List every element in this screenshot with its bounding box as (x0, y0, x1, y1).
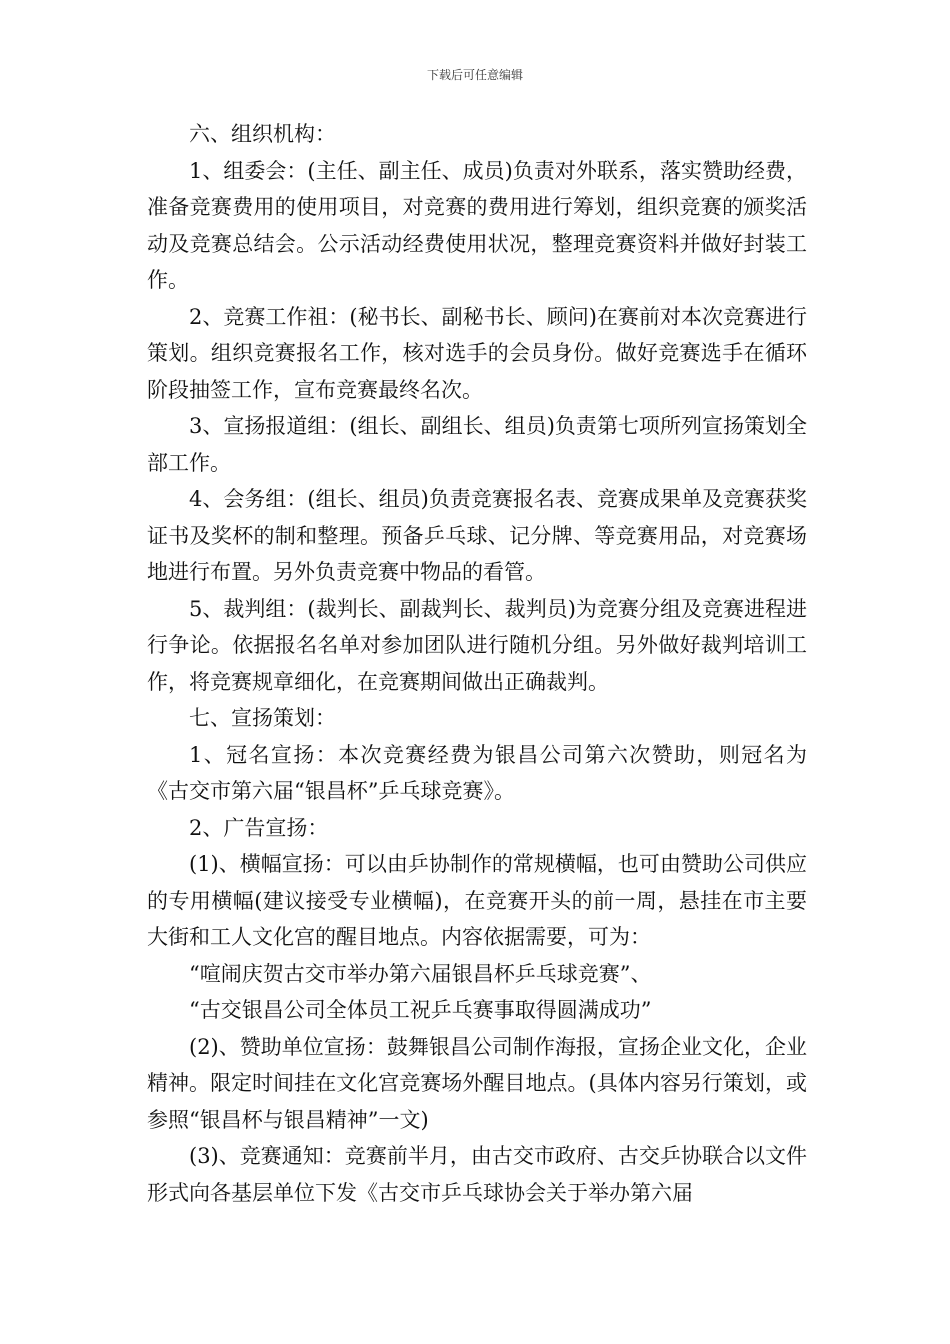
paragraph-publicity-group: 3、宣扬报道组：(组长、副组长、组员)负责第七项所列宣扬策划全部工作。 (147, 414, 807, 475)
paragraph-sponsor-publicity: (2)、赞助单位宣扬：鼓舞银昌公司制作海报，宣扬企业文化，企业精神。限定时间挂在文化宫竞赛场外醒目地点。(具体内容另行策划，或参照“银昌杯与银昌精神”一文) (147, 1034, 807, 1132)
paragraph-referee-group: 5、裁判组：(裁判长、副裁判长、裁判员)为竞赛分组及竞赛进程进行争论。依据报名名单对参加团队进行随机分组。另外做好裁判培训工作，将竞赛规章细化，在竞赛期间做出正确裁判。 (147, 596, 807, 694)
paragraph-banner-publicity: (1)、横幅宣扬：可以由乒协制作的常规横幅，也可由赞助公司供应的专用横幅(建议接受专业横幅)，在竞赛开头的前一周，悬挂在市主要大街和工人文化宫的醒目地点。内容依据需要，可为： (147, 852, 807, 949)
banner-slogan-1: “喧闹庆贺古交市举办第六届银昌杯乒乓球竞赛”、 (189, 961, 652, 986)
document-body (147, 116, 807, 1211)
paragraph-advertising-publicity: 2、广告宣扬： (189, 815, 329, 840)
section-heading-publicity: 七、宣扬策划： (189, 706, 336, 730)
page-header: 下载后可任意编辑 (426, 68, 523, 82)
section-heading-organization: 六、组织机构： (189, 122, 336, 146)
paragraph-competition-working-group: 2、竞赛工作祖：(秘书长、副秘书长、顾问)在赛前对本次竞赛进行策划。组织竞赛报名工作，核对选手的会员身份。做好竞赛选手在循环阶段抽签工作，宣布竞赛最终名次。 (147, 304, 807, 402)
paragraph-affairs-group: 4、会务组：(组长、组员)负责竞赛报名表、竞赛成果单及竞赛获奖证书及奖杯的制和整理。预备乒乓球、记分牌、等竞赛用品，对竞赛场地进行布置。另外负责竞赛中物品的看管。 (147, 487, 807, 584)
paragraph-naming-publicity: 1、冠名宣扬：本次竞赛经费为银昌公司第六次赞助，则冠名为《古交市第六届“银昌杯”乒乓球竞赛》。 (147, 742, 807, 803)
paragraph-organizing-committee: 1、组委会：(主任、副主任、成员)负责对外联系，落实赞助经费，准备竞赛费用的使用项目，对竞赛的费用进行筹划，组织竞赛的颁奖活动及竞赛总结会。公示活动经费使用状况，整理竞赛资料并做好封装工作。 (147, 158, 807, 292)
banner-slogan-2: “古交银昌公司全体员工祝乒乓赛事取得圆满成功” (189, 998, 652, 1022)
paragraph-competition-notice: (3)、竞赛通知：竞赛前半月，由古交市政府、古交乒协联合以文件形式向各基层单位下发《古交市乒乓球协会关于举办第六届 (147, 1144, 807, 1205)
